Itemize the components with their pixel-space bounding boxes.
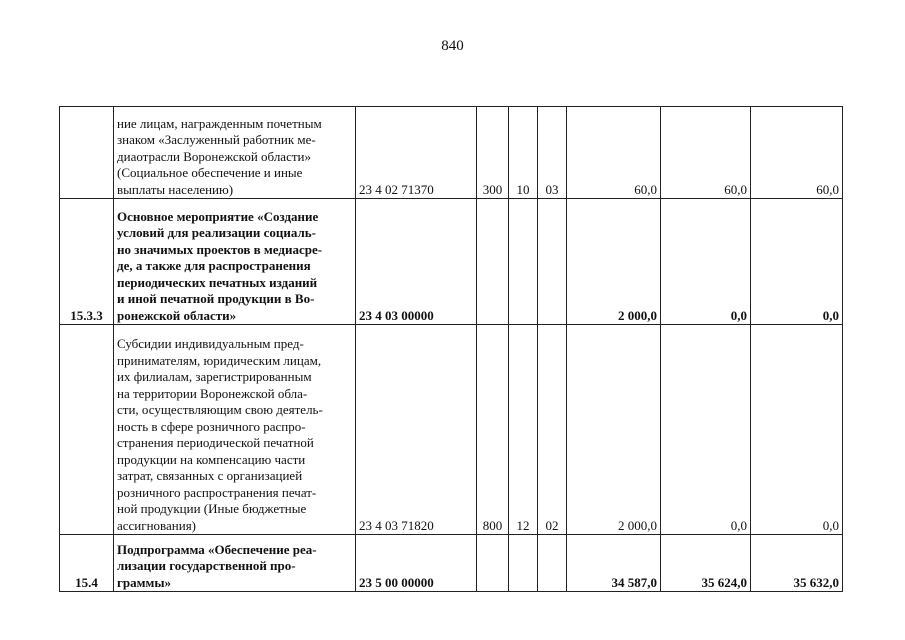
amount-year-3: 35 632,0 — [751, 535, 843, 592]
amount-year-1: 60,0 — [567, 107, 661, 199]
row-name-text: ние лицам, награжденным почетным знаком «Заслуженный работник ме- диаотрасли Воронежской области» (Социальное обеспечение и иные выплаты населению) — [117, 115, 322, 197]
row-name — [114, 535, 356, 592]
subsection-code: 03 — [538, 107, 567, 199]
budget-table — [59, 106, 843, 592]
row-number: 15.3.3 — [60, 199, 114, 325]
section-code: 12 — [509, 325, 538, 535]
expense-type-code: 300 — [477, 107, 509, 199]
amount-year-3: 60,0 — [751, 107, 843, 199]
amount-year-2: 0,0 — [661, 325, 751, 535]
subsection-code: 02 — [538, 325, 567, 535]
row-name-text: Субсидии индивидуальным пред- принимателям, юридическим лицам, их филиалам, зарегистрированным на территории Воронежской обла- сти, осуществляющим свою деятель- ность в сфере розничного распро- странения периодической печатной продукции на компенсацию части затрат, связанных с организацией розничного распространения печат- ной продукции (Иные бюджетные ассигнования) — [117, 336, 323, 533]
subsection-code — [538, 199, 567, 325]
target-article-code: 23 4 02 71370 — [356, 107, 477, 199]
expense-type-code — [477, 535, 509, 592]
row-name — [114, 199, 356, 325]
row-name — [114, 107, 356, 199]
amount-year-1: 34 587,0 — [567, 535, 661, 592]
expense-type-code — [477, 199, 509, 325]
section-code: 10 — [509, 107, 538, 199]
table-row — [60, 199, 843, 325]
table-row — [60, 107, 843, 199]
row-number — [60, 107, 114, 199]
row-name-text: Подпрограмма «Обеспечение реа- лизации государственной про- граммы» — [117, 541, 317, 590]
amount-year-3: 0,0 — [751, 325, 843, 535]
amount-year-1: 2 000,0 — [567, 325, 661, 535]
target-article-code: 23 5 00 00000 — [356, 535, 477, 592]
row-name-text: Основное мероприятие «Создание условий для реализации социаль- но значимых проектов в медиасре- де, а также для распространения периодических печатных изданий и иной печатной продукции в Во- ронежской области» — [117, 208, 323, 323]
table-row — [60, 535, 843, 592]
amount-year-1: 2 000,0 — [567, 199, 661, 325]
row-number: 15.4 — [60, 535, 114, 592]
amount-year-2: 60,0 — [661, 107, 751, 199]
expense-type-code: 800 — [477, 325, 509, 535]
page-number: 840 — [441, 38, 464, 54]
amount-year-2: 35 624,0 — [661, 535, 751, 592]
target-article-code: 23 4 03 00000 — [356, 199, 477, 325]
amount-year-3: 0,0 — [751, 199, 843, 325]
row-name — [114, 325, 356, 535]
section-code — [509, 535, 538, 592]
amount-year-2: 0,0 — [661, 199, 751, 325]
table-row — [60, 325, 843, 535]
subsection-code — [538, 535, 567, 592]
row-number — [60, 325, 114, 535]
section-code — [509, 199, 538, 325]
target-article-code: 23 4 03 71820 — [356, 325, 477, 535]
